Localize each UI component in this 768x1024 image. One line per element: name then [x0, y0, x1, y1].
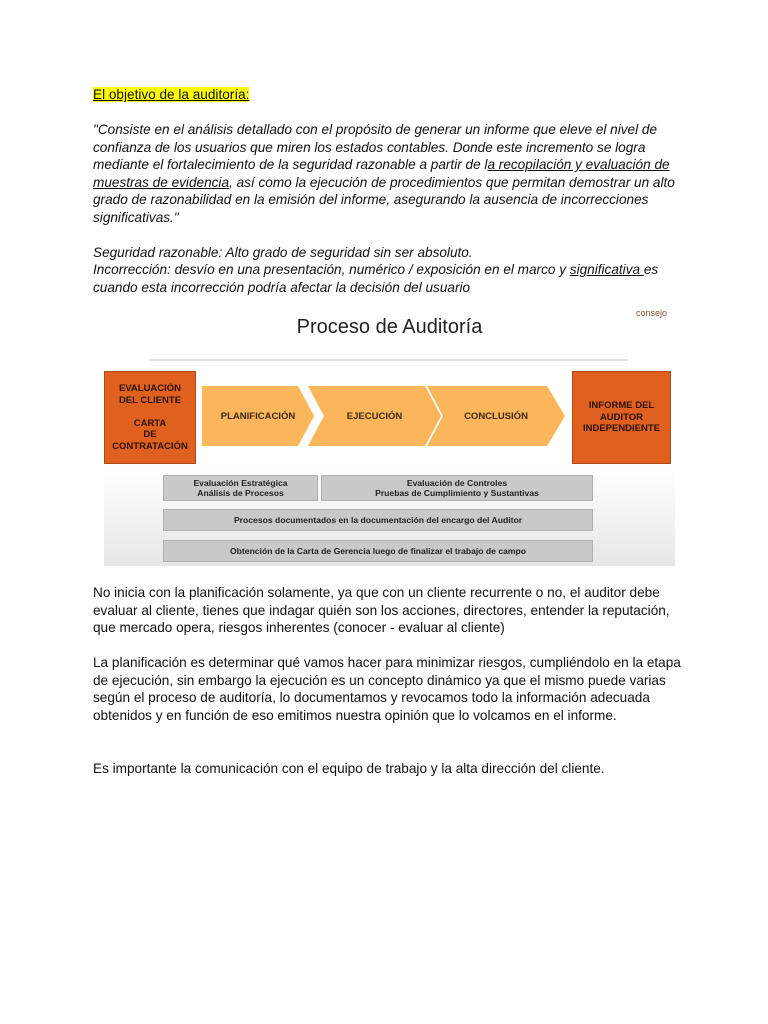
bar-line: Pruebas de Cumplimiento y Sustantivas	[375, 488, 539, 498]
diagram-title: Proceso de Auditoría	[296, 316, 483, 338]
bar-line: Procesos documentados en la documentación del encargo del Auditor	[233, 514, 523, 525]
diagram-corner-logo: consejo	[635, 308, 667, 318]
quote-part1: "Consiste en el análisis detallado con el propósito de generar un informe que eleve el nivel de confianza de los usuarios que miren los estados contables. Donde este incremento se logra mediante el fortalecimiento de la seguridad razonable a partir de l	[93, 122, 658, 172]
step-planificacion	[202, 386, 314, 446]
paragraph-client-evaluation: No inicia con la planificación solamente, ya que con un cliente recurrente o no, el auditor debe evaluar al cliente, tienes que indagar quién son los acciones, directores, entender la reputación, que mercado opera, riesgos inherentes (conocer - evaluar al cliente)	[93, 585, 670, 635]
step-label: CONCLUSIÓN	[464, 410, 528, 422]
bar-line: Evaluación de Controles	[406, 477, 508, 488]
step-conclusion	[427, 386, 565, 446]
paragraph-planning: La planificación es determinar qué vamos hacer para minimizar riesgos, cumpliéndolo en la etapa de ejecución, sin embargo la ejecución es un concepto dinámico ya que el mismo puede varias según el proceso de auditoría, lo documentamos y revocamos todo la información adecuada obtenidos y en función de eso emitimos nuestra opinión que lo volcamos en el informe.	[93, 655, 681, 723]
management-letter-bar	[163, 540, 593, 562]
right-box-line: INFORME DEL	[588, 400, 655, 412]
bar-line: Obtención de la Carta de Gerencia luego de finalizar el trabajo de campo	[229, 545, 527, 556]
documentation-bar	[163, 509, 593, 531]
document-body	[93, 86, 683, 296]
left-box-line	[105, 406, 195, 418]
right-box-line: INDEPENDIENTE	[582, 423, 661, 435]
incorreccion-part-a: Incorrección: desvío en una presentación, numérico / exposición en el marco y	[93, 262, 570, 277]
quote-underlined: a recopilación y evaluación de muestras de evidencia	[93, 157, 670, 190]
incorreccion-part-b: es cuando esta incorrección podría afectar la decisión del usuario	[93, 262, 659, 295]
audit-process-diagram	[104, 306, 675, 566]
paragraph-communication: Es importante la comunicación con el equipo de trabajo y la alta dirección del cliente.	[93, 761, 605, 776]
definition-incorreccion	[93, 261, 683, 296]
left-box-line: DEL CLIENTE	[118, 394, 182, 406]
diagram-divider	[150, 359, 628, 361]
left-box-line: CARTA	[133, 417, 167, 429]
incorreccion-underlined: significativa	[569, 262, 644, 277]
step-label: PLANIFICACIÓN	[220, 410, 296, 422]
section-heading: El objetivo de la auditoría:	[93, 87, 250, 102]
quote-paragraph	[93, 121, 683, 226]
auditor-report-box	[572, 371, 671, 464]
left-box-line: CONTRATACIÓN	[112, 440, 188, 452]
bar-line: Análisis de Procesos	[197, 488, 284, 498]
strategic-evaluation-bar	[163, 475, 318, 501]
definition-seguridad: Seguridad razonable: Alto grado de seguridad sin ser absoluto.	[93, 244, 473, 260]
bar-line: Evaluación Estratégica	[193, 477, 288, 488]
step-ejecucion	[308, 386, 441, 446]
step-label: EJECUCIÓN	[346, 410, 403, 422]
quote-part2: , así como la ejecución de procedimientos que permitan demostrar un alto grado de razonabilidad en la emisión del informe, asegurando la ausencia de incorrecciones significativas."	[93, 174, 675, 225]
right-box-line: AUDITOR	[599, 411, 644, 423]
controls-evaluation-bar	[321, 475, 593, 501]
left-box-line: EVALUACIÓN	[118, 383, 182, 394]
left-box-line: DE	[143, 429, 157, 440]
client-evaluation-box	[104, 371, 196, 464]
